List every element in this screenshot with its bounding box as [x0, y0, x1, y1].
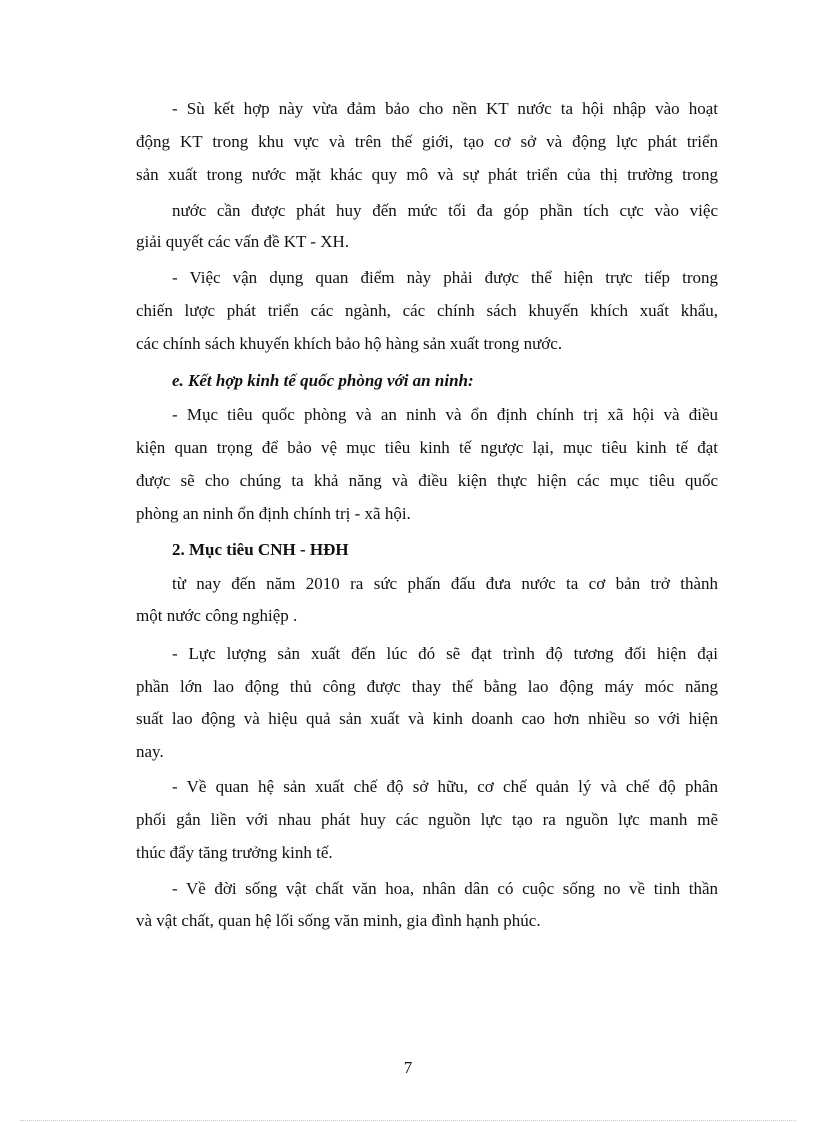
- p1-line-5: giải quyết các vấn đề KT - XH.: [136, 232, 350, 251]
- p6-line-1: - Về quan hệ sản xuất chế độ sở hữu, cơ chế quản lý và chế độ phân: [172, 777, 718, 796]
- p2-line-2: chiến lược phát triển các ngành, các chính sách khuyến khích xuất khẩu,: [136, 301, 718, 320]
- p2-line-3: các chính sách khuyến khích bảo hộ hàng sản xuất trong nước.: [136, 334, 563, 353]
- p1-line-3: sản xuất trong nước mặt khác quy mô và sự phát triển của thị trường trong: [136, 165, 718, 184]
- section-heading-2: 2. Mục tiêu CNH - HĐH: [172, 540, 349, 559]
- p1-line-2: động KT trong khu vực và trên thế giới, tạo cơ sở và động lực phát triển: [136, 132, 718, 151]
- p4-line-2: một nước công nghiệp .: [136, 606, 298, 625]
- page-bottom-edge: [20, 1120, 796, 1121]
- p5-line-2: phần lớn lao động thủ công được thay thế bằng lao động máy móc năng: [136, 677, 718, 696]
- p2-line-1: - Việc vận dụng quan điểm này phải được thể hiện trực tiếp trong: [172, 268, 718, 287]
- p1-line-1: - Sù kết hợp này vừa đảm bảo cho nền KT nước ta hội nhập vào hoạt: [172, 99, 718, 118]
- p7-line-1: - Về đời sống vật chất văn hoa, nhân dân có cuộc sống no về tinh thần: [172, 879, 718, 898]
- p3-line-3: được sẽ cho chúng ta khả năng và điều kiện thực hiện các mục tiêu quốc: [136, 471, 718, 490]
- p1-line-4: nước cần được phát huy đến mức tối đa góp phần tích cực vào việc: [172, 201, 718, 220]
- p3-line-2: kiện quan trọng để bảo vệ mục tiêu kinh tế ngược lại, mục tiêu kinh tế đạt: [136, 438, 718, 457]
- p4-line-1: từ nay đến năm 2010 ra sức phấn đấu đưa nước ta cơ bản trở thành: [172, 574, 718, 593]
- p3-line-4: phòng an ninh ổn định chính trị - xã hội.: [136, 504, 411, 523]
- p6-line-2: phối gắn liền với nhau phát huy các nguồn lực tạo ra nguồn lực manh mẽ: [136, 810, 718, 829]
- page-number: 7: [403, 1058, 413, 1077]
- p7-line-2: và vật chất, quan hệ lối sống văn minh, gia đình hạnh phúc.: [136, 911, 541, 930]
- p6-line-3: thúc đẩy tăng trưởng kinh tế.: [136, 843, 333, 862]
- section-heading-e: e. Kết hợp kinh tế quốc phòng với an ninh:: [172, 371, 474, 390]
- p5-line-1: - Lực lượng sản xuất đến lúc đó sẽ đạt trình độ tương đối hiện đại: [172, 644, 718, 663]
- p3-line-1: - Mục tiêu quốc phòng và an ninh và ổn định chính trị xã hội và điều: [172, 405, 718, 424]
- p5-line-4: nay.: [136, 742, 164, 761]
- p5-line-3: suất lao động và hiệu quả sản xuất và kinh doanh cao hơn nhiều so với hiện: [136, 709, 718, 728]
